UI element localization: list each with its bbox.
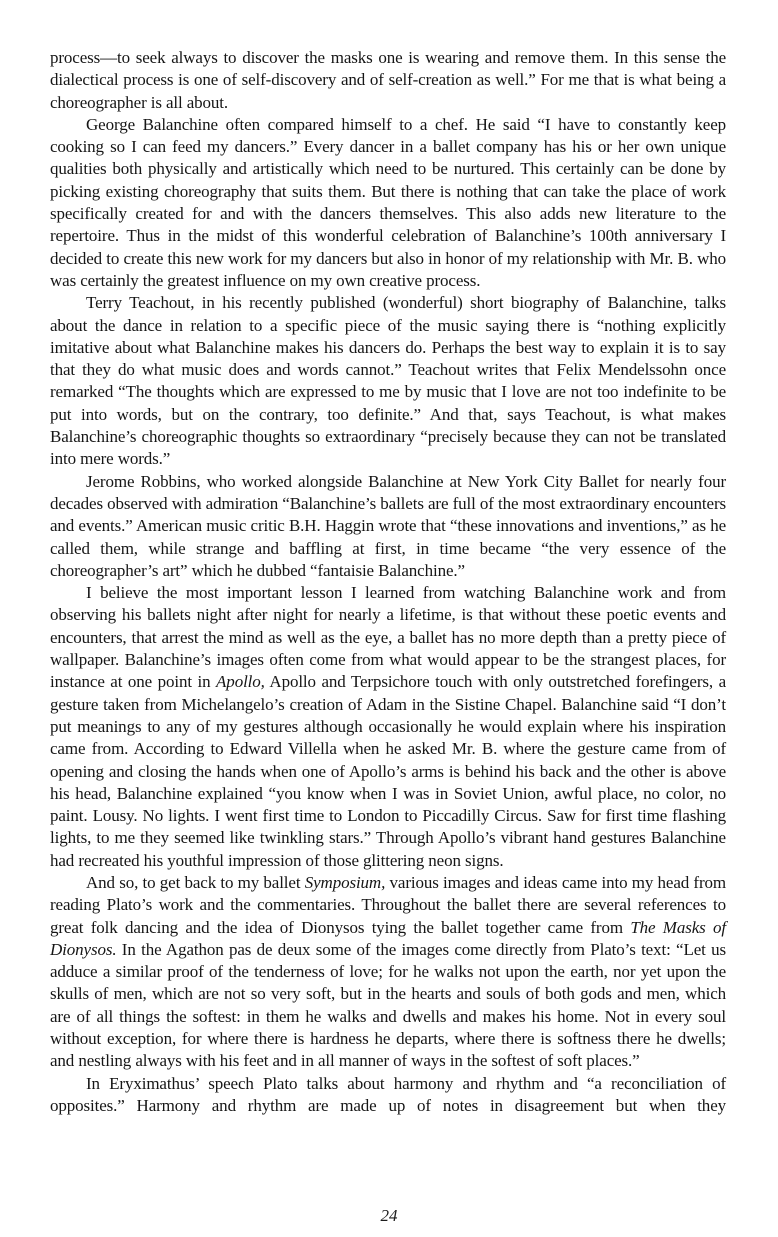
paragraph-6-text-a: And so, to get back to my ballet — [86, 872, 305, 892]
title-masks-of-dionysos: The Masks of Dionysos. — [50, 917, 726, 959]
paragraph-5-text-a: I believe the most important lesson I learned from watching Balanchine work and from observing his ballets night after night for nearly a lifetime, is that without these poetic events and encounters, that arrest the mind as well as the eye, a ballet has no more depth than a pretty piece of wallpaper. Balanchine’s images often come from what would appear to be the strangest places, for instance at one point in — [50, 583, 726, 692]
page-number: 24 — [380, 1206, 398, 1225]
paragraph-3: Terry Teachout, in his recently published (wonderful) short biography of Balanchine, talks about the dance in relation to a specific piece of the music saying there is “nothing explicitly imitative about what Balanchine makes his dancers do. Perhaps the best way to explain it is to say that they do what music does and words cannot.” Teachout writes that Felix Mendelssohn once remarked “The thoughts which are expressed to me by music that I love are not too indefinite to be put into words, but on the contrary, too definite.” And that, says Teachout, is what makes Balanchine’s choreographic thoughts so extraordinary “precisely because they can not be translated into mere words.” — [50, 293, 726, 469]
paragraph-5-text-b: Apollo and Terpsichore touch with only outstretched forefingers, a gesture taken from Michelangelo’s creation of Adam in the Sistine Chapel. Balanchine said “I don’t put meanings to any of my gestures although occasionally he would explain where his inspiration came from. According to Edward Villella when he asked Mr. B. where the gesture came from of opening and closing the hands when one of Apollo’s arms is behind his back and the other is above his head, Balanchine explained “you know when I was in Soviet Union, awful place, no color, no paint. Lousy. No lights. I went first time to London to Piccadilly Circus. Saw for first time flashing lights, to me they seemed like twinkling stars.” Through Apollo’s vibrant hand gestures Balanchine had recreated his youthful impression of those glittering neon signs. — [50, 672, 726, 870]
title-apollo: Apollo, — [216, 672, 265, 692]
paragraph-6-text-c: In the Agathon pas de deux some of the images come directly from Plato’s text: “Let us adduce a similar proof of the tenderness of love; for he walks not upon the earth, nor yet upon the skulls of men, which are not so very soft, but in the hearts and souls of both gods and men, which are of all things the softest: in them he walks and dwells and makes his home. Not in every soul without exception, for where there is hardness he departs, where there is softness there he dwells; and nestling always with his feet and in all manner of ways in the softest of soft places.” — [50, 939, 726, 1071]
paragraph-2: George Balanchine often compared himself to a chef. He said “I have to constantly keep cooking so I can feed my dancers.” Every dancer in a ballet company has his or her own unique qualities both physically and artistically which need to be nurtured. This certainly can be done by picking existing choreography that suits them. But there is nothing that can take the place of work specifically created for and with the dancers themselves. This also adds new literature to the repertoire. Thus in the midst of this wonderful celebration of Balanchine’s 100th anniversary I decided to create this new work for my dancers but also in honor of my relationship with Mr. B. who was certainly the greatest influence on my own creative process. — [50, 114, 726, 290]
paragraph-4: Jerome Robbins, who worked alongside Balanchine at New York City Ballet for nearly four decades observed with admiration “Balanchine’s ballets are full of the most extraordinary encounters and events.” American music critic B.H. Haggin wrote that “these innovations and inventions,” as he called them, while strange and baffling at first, in time became “the very essence of the choreographer’s art” which he dubbed “fantaisie Balanchine.” — [50, 471, 726, 580]
paragraph-1: process—to seek always to discover the masks one is wearing and remove them. In this sense the dialectical process is one of self-discovery and of self-creation as well.” For me that is what being a choreographer is all about. — [50, 48, 726, 112]
paragraph-6 — [50, 872, 726, 1073]
title-symposium: Symposium, — [304, 872, 386, 892]
page-body — [50, 47, 726, 1117]
paragraph-6-text-b: various images and ideas came into my head from reading Plato’s work and the commentaries. Throughout the ballet there are several references to great folk dancing and the idea of Dionysos tying the ballet together came from — [50, 872, 726, 937]
paragraph-5 — [50, 582, 726, 872]
paragraph-7: In Eryximathus’ speech Plato talks about harmony and rhythm and “a reconciliation of opposites.” Harmony and rhythm are made up of notes in disagreement but when they — [50, 1073, 726, 1115]
